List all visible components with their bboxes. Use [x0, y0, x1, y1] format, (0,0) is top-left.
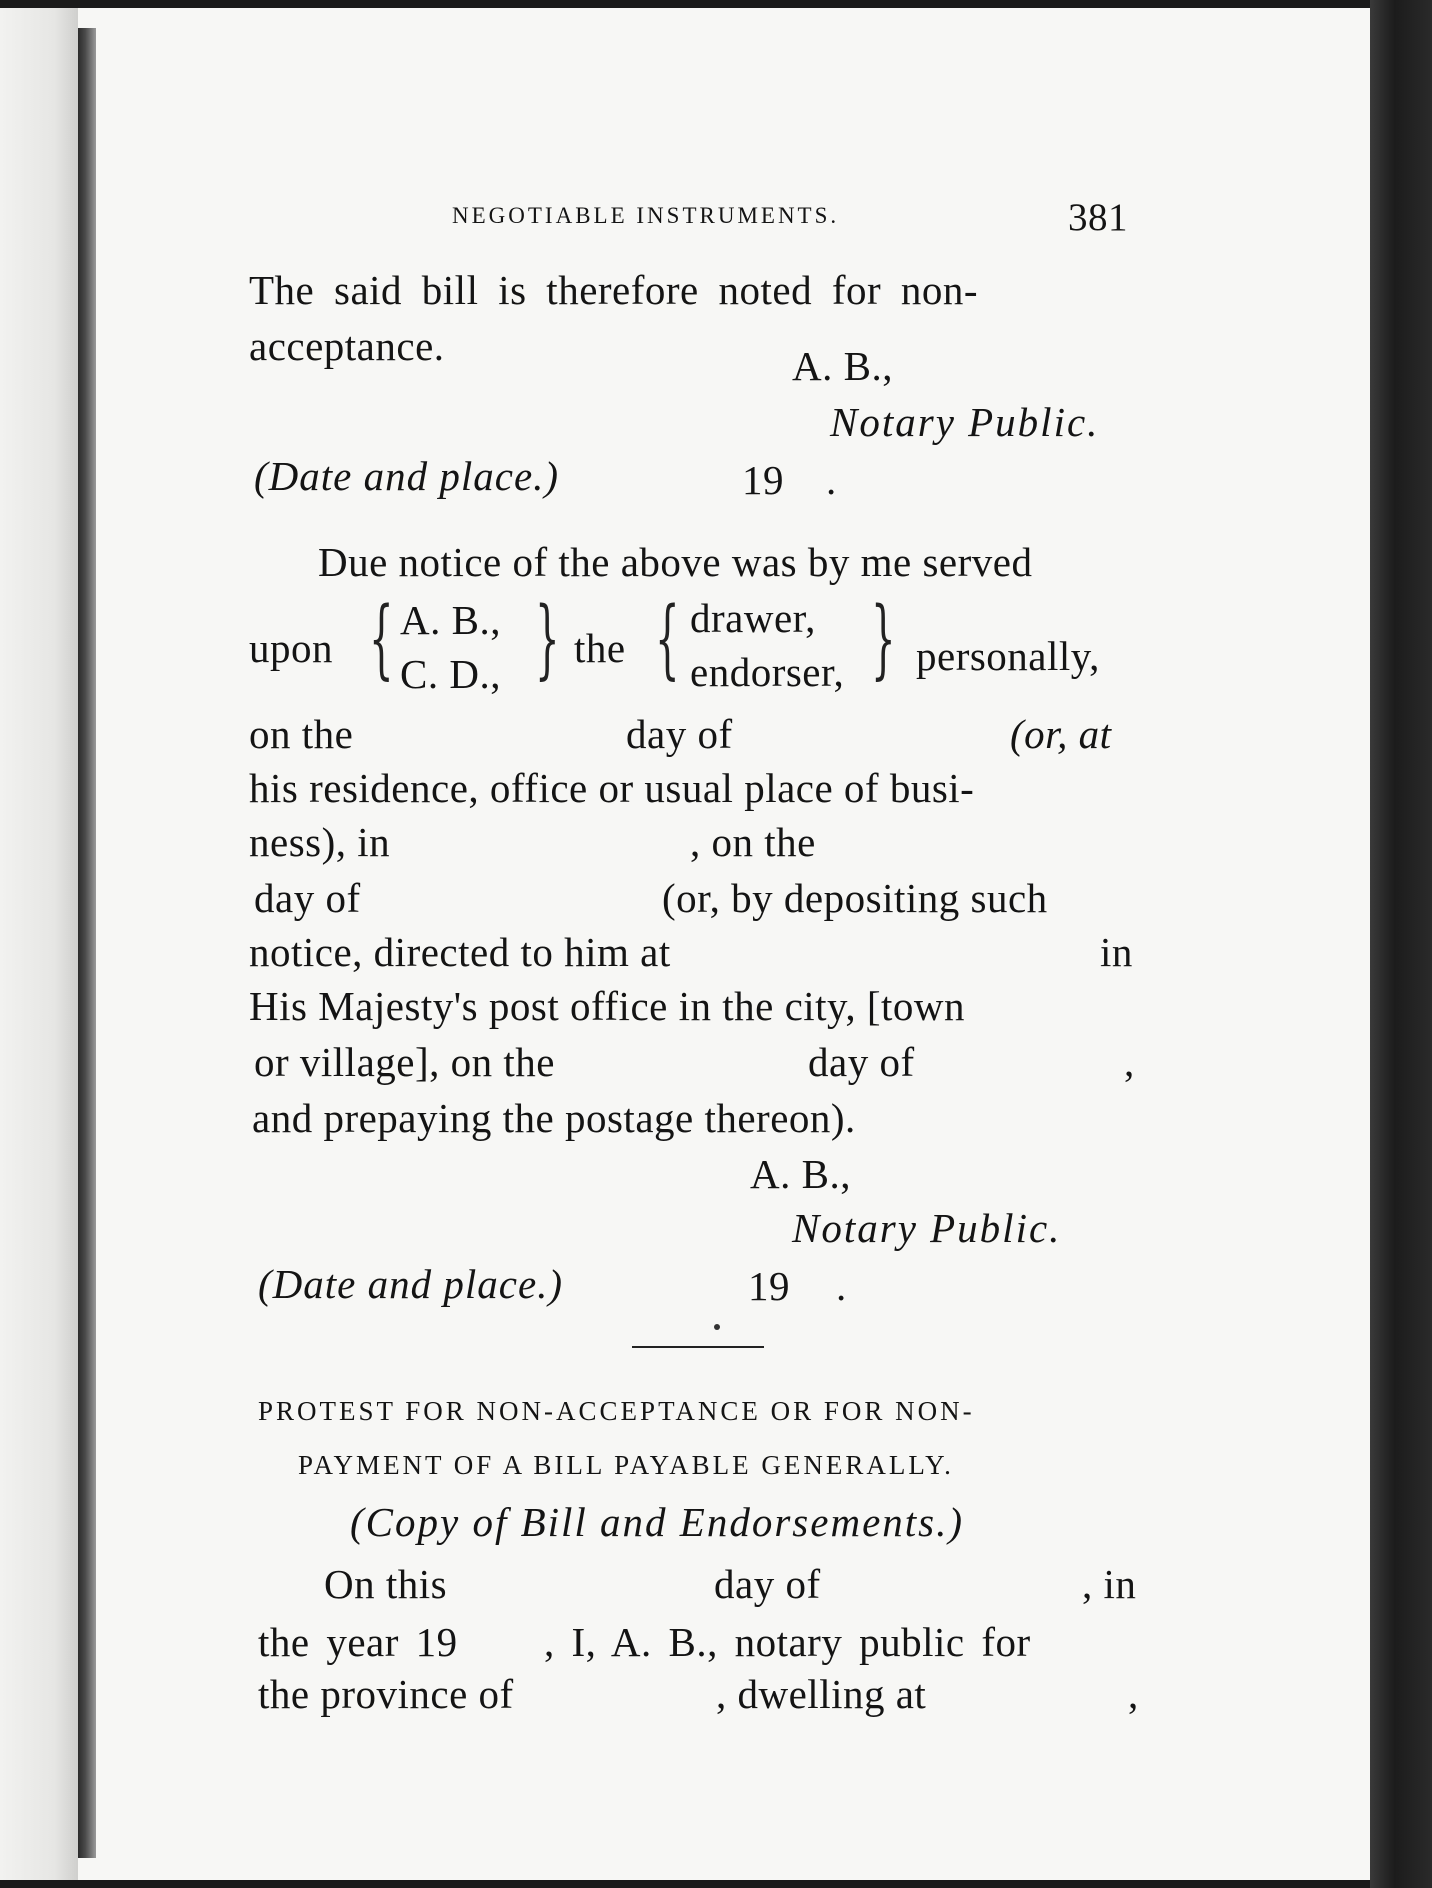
running-title: NEGOTIABLE INSTRUMENTS. — [452, 203, 840, 228]
text-fragment: , — [1128, 1671, 1139, 1717]
text-line: The said bill is therefore noted for non- — [249, 267, 979, 313]
text-fragment: , I, A. B., notary public for — [544, 1619, 1031, 1665]
text-fragment: (or, at — [1010, 711, 1112, 757]
book-page — [0, 8, 1370, 1880]
year-field: 19 — [742, 457, 784, 503]
text-line: acceptance. — [249, 323, 445, 369]
text-fragment: , on the — [690, 819, 816, 865]
right-brace: } — [871, 589, 896, 689]
date-place: (Date and place.) — [258, 1261, 564, 1307]
text-fragment: or village], on the — [254, 1039, 555, 1085]
date-place: (Date and place.) — [254, 453, 560, 499]
year-field: 19 — [748, 1263, 790, 1309]
signer-title: Notary Public. — [830, 399, 1100, 445]
role-option: endorser, — [690, 649, 845, 695]
section-subheading: (Copy of Bill and Endorsements.) — [350, 1499, 965, 1545]
party-option: A. B., — [400, 597, 501, 643]
text-fragment: personally, — [916, 633, 1100, 679]
ink-dot — [714, 1324, 720, 1330]
text-fragment: in — [1100, 929, 1133, 975]
text-fragment: notice, directed to him at — [249, 929, 671, 975]
page-number: 381 — [1068, 196, 1128, 239]
signer-name: A. B., — [792, 343, 893, 389]
text-fragment: upon — [249, 625, 333, 671]
left-brace: { — [369, 589, 394, 689]
text-line: his residence, office or usual place of busi- — [249, 765, 975, 811]
text-fragment: , dwelling at — [716, 1671, 927, 1717]
text-fragment: day of — [626, 711, 733, 757]
text-fragment: on the — [249, 711, 354, 757]
right-brace: } — [535, 589, 560, 689]
period: . — [836, 1263, 847, 1309]
text-fragment: On this — [324, 1561, 448, 1607]
text-line: Due notice of the above was by me served — [318, 539, 1033, 585]
text-fragment: the province of — [258, 1671, 514, 1717]
text-fragment: ness), in — [249, 819, 391, 865]
section-divider — [632, 1346, 764, 1348]
text-fragment: day of — [808, 1039, 915, 1085]
signer-title: Notary Public. — [792, 1205, 1062, 1251]
text-line: His Majesty's post office in the city, [town — [249, 983, 966, 1029]
section-heading: PROTEST FOR NON-ACCEPTANCE OR FOR NON- — [258, 1396, 975, 1426]
text-fragment: day of — [714, 1561, 821, 1607]
book-edge — [1370, 0, 1432, 1888]
role-option: drawer, — [690, 595, 816, 641]
page-gutter — [78, 28, 96, 1858]
left-brace: { — [655, 589, 680, 689]
party-option: C. D., — [400, 651, 501, 697]
text-fragment: the year 19 — [258, 1619, 458, 1665]
text-fragment: the — [574, 625, 626, 671]
text-fragment: day of — [254, 875, 361, 921]
text-fragment: (or, by depositing such — [662, 875, 1048, 921]
text-fragment: , in — [1082, 1561, 1137, 1607]
facing-page-edge — [0, 8, 78, 1880]
text-fragment: , — [1124, 1039, 1135, 1085]
signer-name: A. B., — [750, 1151, 851, 1197]
section-heading: PAYMENT OF A BILL PAYABLE GENERALLY. — [298, 1450, 954, 1480]
period: . — [826, 457, 837, 503]
text-line: and prepaying the postage thereon). — [252, 1095, 856, 1141]
